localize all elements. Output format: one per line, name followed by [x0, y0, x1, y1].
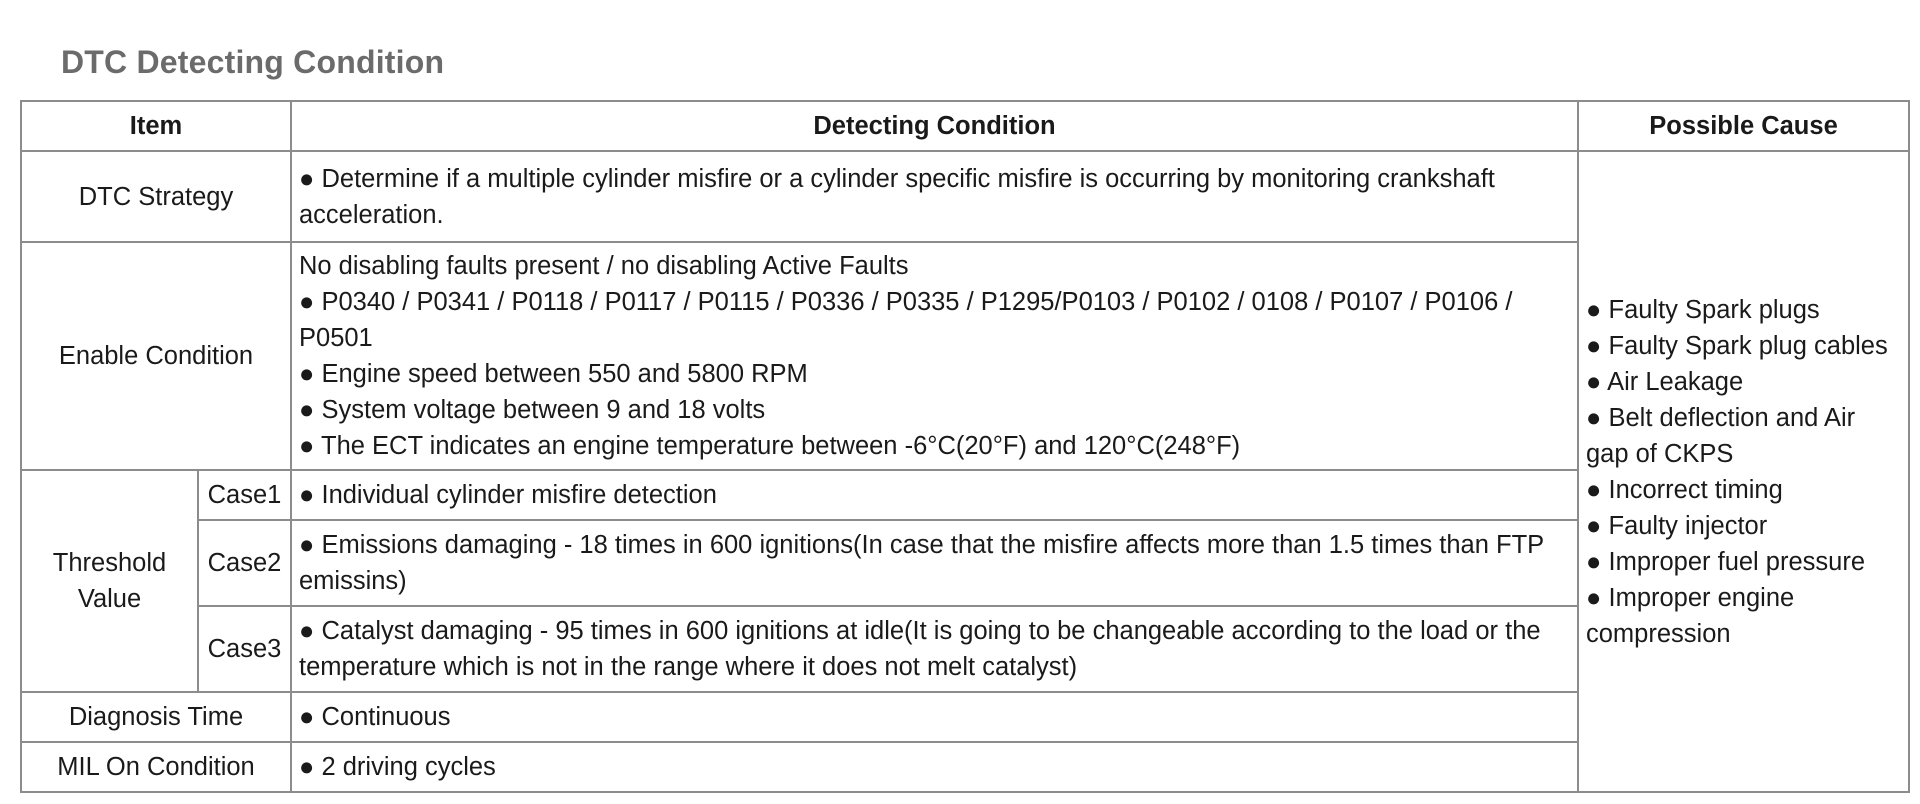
case-label: Case2 — [198, 520, 291, 606]
item-enable-condition: Enable Condition — [21, 242, 291, 470]
table-header-row — [21, 101, 1909, 151]
condition-case1 — [291, 470, 1578, 520]
cause-item: ● Faulty Spark plug cables — [1586, 331, 1888, 360]
header-possible-cause: Possible Cause — [1578, 101, 1909, 151]
item-dtc-strategy: DTC Strategy — [21, 151, 291, 242]
cause-item: ● Improper engine compression — [1586, 583, 1795, 648]
condition-line: ● Determine if a multiple cylinder misfire or a cylinder specific misfire is occurring by monitoring crankshaft acceleration. — [299, 164, 1495, 229]
table-row-dtc-strategy — [21, 151, 1909, 242]
item-mil-on-condition: MIL On Condition — [21, 742, 291, 792]
condition-case2 — [291, 520, 1578, 606]
case-label: Case1 — [198, 470, 291, 520]
condition-line: ● Continuous — [299, 703, 451, 731]
cause-item: ● Faulty Spark plugs — [1586, 295, 1820, 324]
condition-line: ● P0340 / P0341 / P0118 / P0117 / P0115 / P0336 / P0335 / P1295/P0103 / P0102 / 0108 / P0107 / P0106 / P0501 — [299, 288, 1513, 352]
item-diagnosis-time: Diagnosis Time — [21, 692, 291, 742]
possible-cause-list — [1578, 151, 1909, 792]
condition-enable — [291, 242, 1578, 470]
cause-item: ● Belt deflection and Air gap of CKPS — [1586, 403, 1856, 468]
dtc-condition-table — [20, 100, 1910, 793]
header-detecting-condition: Detecting Condition — [291, 101, 1578, 151]
condition-line: ● Individual cylinder misfire detection — [299, 481, 717, 509]
condition-mil-on — [291, 742, 1578, 792]
cause-item: ● Faulty injector — [1586, 511, 1768, 540]
condition-dtc-strategy — [291, 151, 1578, 242]
condition-line: ● Emissions damaging - 18 times in 600 ignitions(In case that the misfire affects more than 1.5 times than FTP emissins) — [299, 531, 1544, 595]
condition-line: ● 2 driving cycles — [299, 753, 496, 781]
cause-item: ● Incorrect timing — [1586, 475, 1783, 504]
condition-line: ● System voltage between 9 and 18 volts — [299, 396, 766, 424]
case-label: Case3 — [198, 606, 291, 692]
condition-line: ● Engine speed between 550 and 5800 RPM — [299, 360, 808, 388]
condition-diagnosis-time — [291, 692, 1578, 742]
condition-line: ● Catalyst damaging - 95 times in 600 ignitions at idle(It is going to be changeable according to the load or the temperature which is not in the range where it does not melt catalyst) — [299, 617, 1541, 681]
header-item: Item — [21, 101, 291, 151]
cause-item: ● Improper fuel pressure — [1586, 547, 1866, 576]
item-threshold-value: Threshold Value — [21, 470, 198, 692]
condition-line: No disabling faults present / no disabling Active Faults — [299, 252, 909, 280]
condition-line: ● The ECT indicates an engine temperature between -6°C(20°F) and 120°C(248°F) — [299, 432, 1241, 460]
condition-case3 — [291, 606, 1578, 692]
cause-item: ● Air Leakage — [1586, 367, 1744, 396]
page-title: DTC Detecting Condition — [61, 44, 445, 80]
